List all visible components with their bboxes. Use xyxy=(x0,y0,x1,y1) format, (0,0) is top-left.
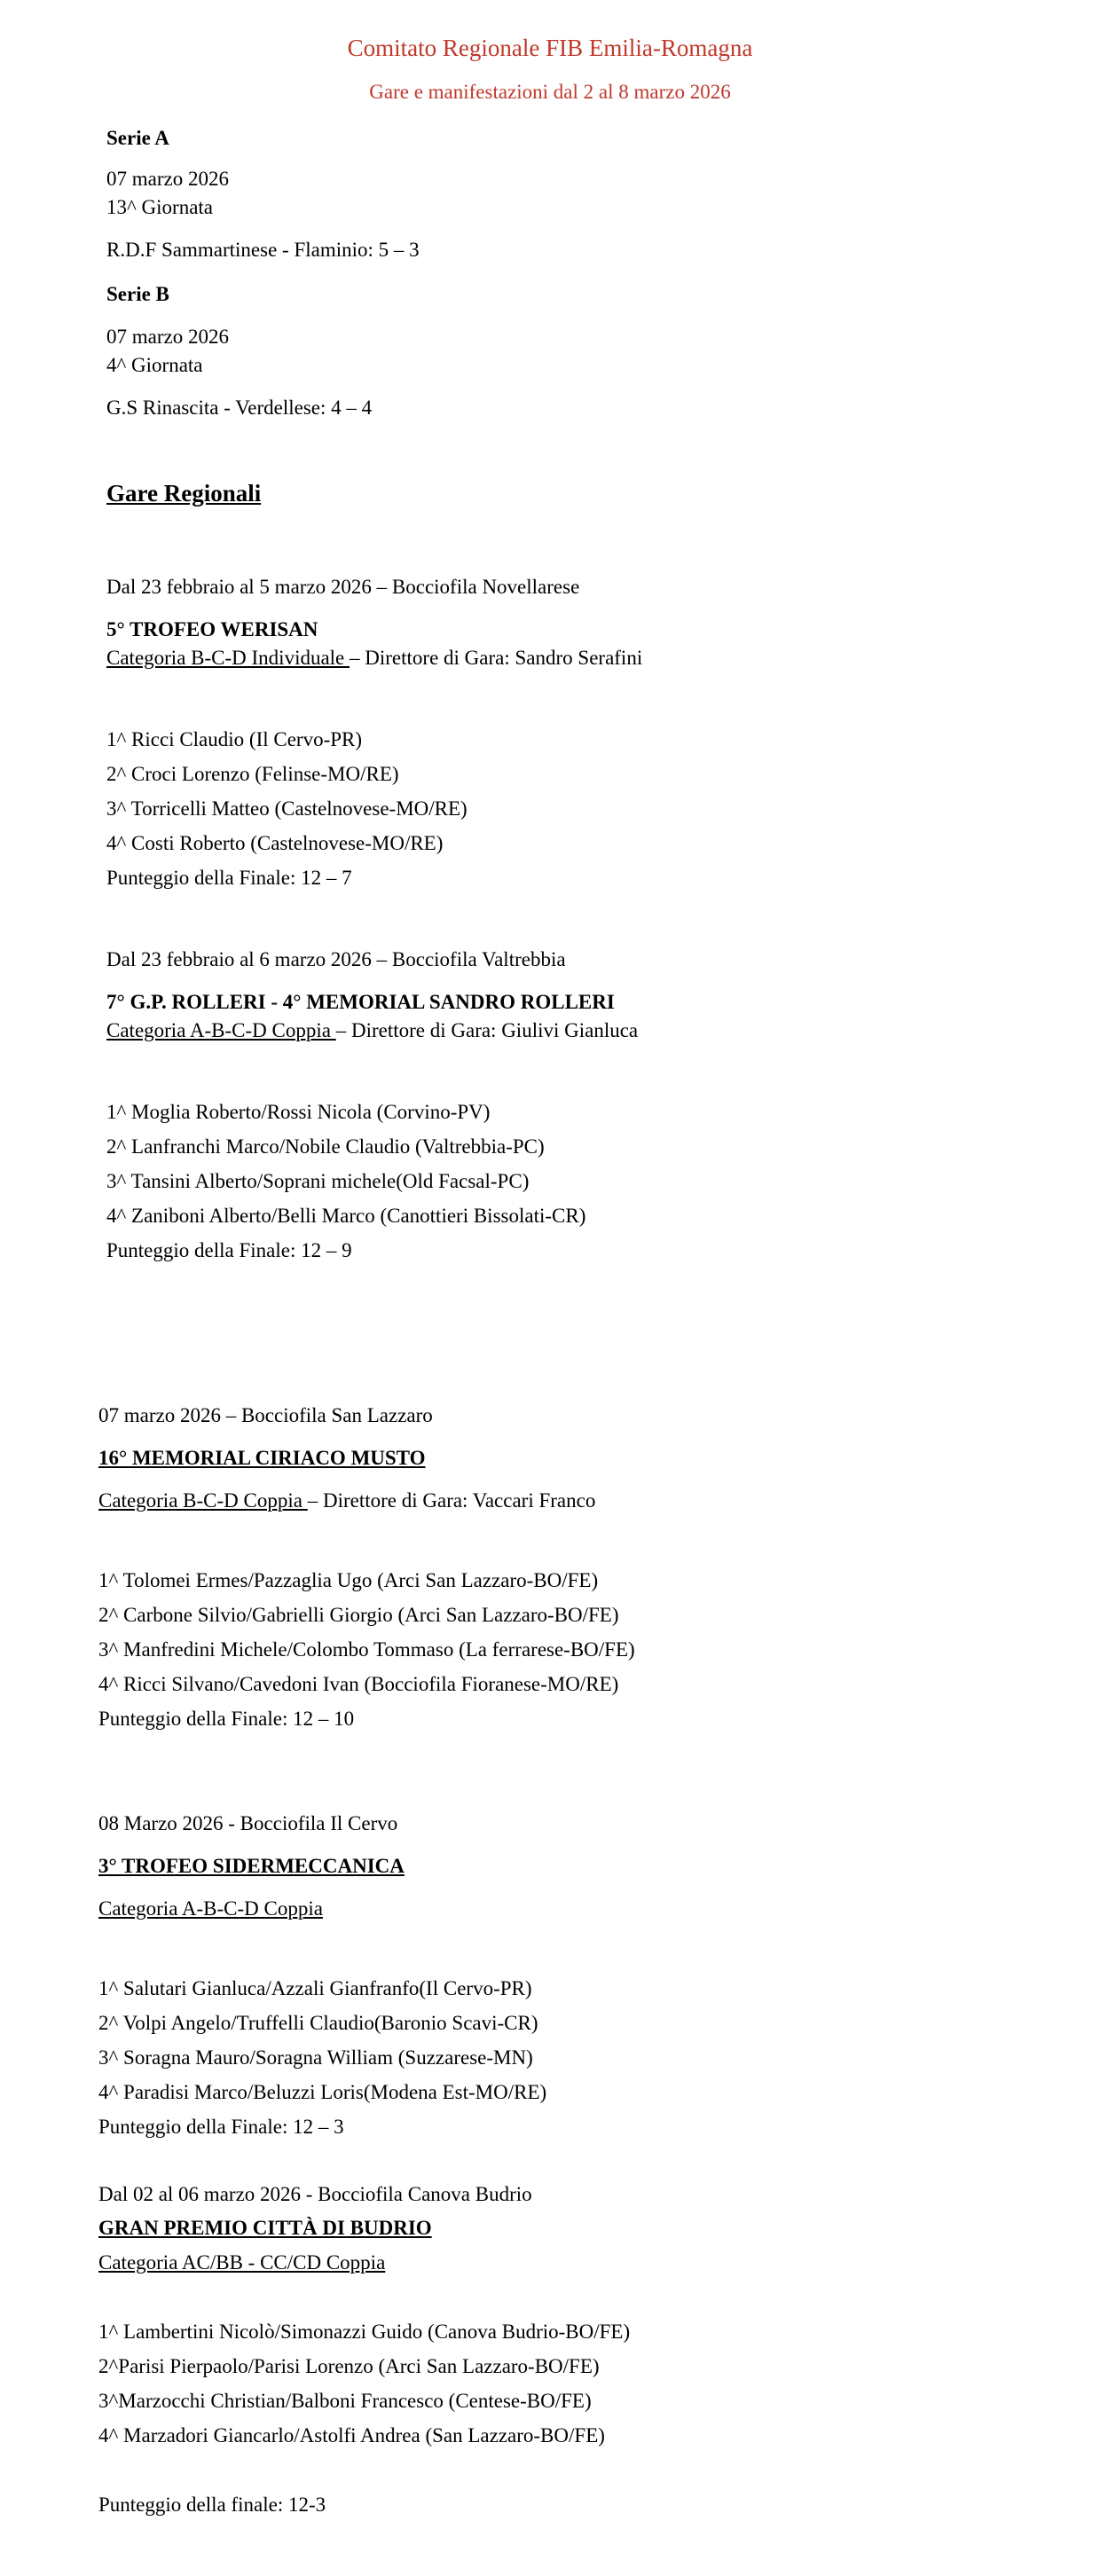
event-director: – Direttore di Gara: Vaccari Franco xyxy=(307,1489,596,1512)
ranking-item: 1^ Lambertini Nicolò/Simonazzi Guido (Canova Budrio-BO/FE) xyxy=(98,2321,631,2343)
ranking-item: 2^ Carbone Silvio/Gabrielli Giorgio (Arci San Lazzaro-BO/FE) xyxy=(98,1604,619,1626)
ranking-item: 4^ Marzadori Giancarlo/Astolfi Andrea (San Lazzaro-BO/FE) xyxy=(98,2424,605,2446)
ranking-item: 3^ Manfredini Michele/Colombo Tommaso (La ferrarese-BO/FE) xyxy=(98,1638,635,1661)
ranking-item: 1^ Moglia Roberto/Rossi Nicola (Corvino-PV) xyxy=(106,1101,491,1123)
final-score: Punteggio della Finale: 12 – 3 xyxy=(98,2116,344,2138)
serie-a-date: 07 marzo 2026 xyxy=(106,168,229,190)
ranking-item: 1^ Tolomei Ermes/Pazzaglia Ugo (Arci San Lazzaro-BO/FE) xyxy=(98,1569,599,1591)
serie-b-result: G.S Rinascita - Verdellese: 4 – 4 xyxy=(106,397,373,419)
event-date-venue: 08 Marzo 2026 - Bocciofila Il Cervo xyxy=(98,1812,398,1834)
ranking-item: 3^ Tansini Alberto/Soprani michele(Old Facsal-PC) xyxy=(106,1170,530,1192)
event-director: – Direttore di Gara: Sandro Serafini xyxy=(350,647,643,669)
final-score: Punteggio della Finale: 12 – 9 xyxy=(106,1239,352,1261)
event-category-line xyxy=(106,646,642,671)
event-title: 7° G.P. ROLLERI - 4° MEMORIAL SANDRO ROLLERI xyxy=(106,991,615,1013)
event-date-venue: Dal 23 febbraio al 6 marzo 2026 – Bocciofila Valtrebbia xyxy=(106,948,566,970)
event-category-line xyxy=(106,1018,638,1043)
ranking-item: 4^ Paradisi Marco/Beluzzi Loris(Modena Est-MO/RE) xyxy=(98,2081,547,2103)
serie-b-date: 07 marzo 2026 xyxy=(106,326,229,348)
event-director: – Direttore di Gara: Giulivi Gianluca xyxy=(335,1019,639,1041)
event-category: Categoria A-B-C-D Coppia xyxy=(106,1019,336,1041)
event-title: 16° MEMORIAL CIRIACO MUSTO xyxy=(98,1447,426,1469)
event-category: Categoria A-B-C-D Coppia xyxy=(98,1897,323,1920)
event-title: 5° TROFEO WERISAN xyxy=(106,618,318,640)
serie-a-result: R.D.F Sammartinese - Flaminio: 5 – 3 xyxy=(106,239,420,261)
ranking-item: 2^ Lanfranchi Marco/Nobile Claudio (Valtrebbia-PC) xyxy=(106,1135,545,1158)
regional-heading: Gare Regionali xyxy=(106,480,262,507)
event-title: 3° TROFEO SIDERMECCANICA xyxy=(98,1855,405,1877)
document-title: Comitato Regionale FIB Emilia-Romagna xyxy=(347,35,753,61)
event-date-venue: Dal 02 al 06 marzo 2026 - Bocciofila Canova Budrio xyxy=(98,2183,532,2205)
final-score: Punteggio della Finale: 12 – 7 xyxy=(106,867,352,889)
event-category: Categoria B-C-D Individuale xyxy=(106,647,350,669)
event-category-line xyxy=(98,1488,595,1513)
ranking-item: 3^Marzocchi Christian/Balboni Francesco (Centese-BO/FE) xyxy=(98,2390,592,2412)
event-category: Categoria AC/BB - CC/CD Coppia xyxy=(98,2251,386,2274)
final-score: Punteggio della finale: 12-3 xyxy=(98,2494,326,2516)
ranking-item: 4^ Zaniboni Alberto/Belli Marco (Canottieri Bissolati-CR) xyxy=(106,1205,586,1227)
final-score: Punteggio della Finale: 12 – 10 xyxy=(98,1708,355,1730)
serie-a-round: 13^ Giornata xyxy=(106,196,214,218)
event-category: Categoria B-C-D Coppia xyxy=(98,1489,308,1512)
ranking-item: 3^ Soragna Mauro/Soragna William (Suzzarese-MN) xyxy=(98,2046,533,2069)
serie-a-heading: Serie A xyxy=(106,127,169,149)
ranking-item: 2^Parisi Pierpaolo/Parisi Lorenzo (Arci San Lazzaro-BO/FE) xyxy=(98,2355,600,2377)
event-date-venue: Dal 23 febbraio al 5 marzo 2026 – Bocciofila Novellarese xyxy=(106,576,580,598)
ranking-item: 1^ Ricci Claudio (Il Cervo-PR) xyxy=(106,728,363,750)
ranking-item: 1^ Salutari Gianluca/Azzali Gianfranfo(Il Cervo-PR) xyxy=(98,1977,532,1999)
serie-b-heading: Serie B xyxy=(106,283,169,305)
ranking-item: 2^ Croci Lorenzo (Felinse-MO/RE) xyxy=(106,763,399,785)
ranking-item: 4^ Costi Roberto (Castelnovese-MO/RE) xyxy=(106,832,444,854)
event-title: GRAN PREMIO CITTÀ DI BUDRIO xyxy=(98,2217,432,2239)
ranking-item: 4^ Ricci Silvano/Cavedoni Ivan (Bocciofila Fioranese-MO/RE) xyxy=(98,1673,619,1695)
serie-b-round: 4^ Giornata xyxy=(106,354,203,376)
document-subtitle: Gare e manifestazioni dal 2 al 8 marzo 2026 xyxy=(369,81,731,103)
event-date-venue: 07 marzo 2026 – Bocciofila San Lazzaro xyxy=(98,1404,433,1426)
ranking-item: 2^ Volpi Angelo/Truffelli Claudio(Baronio Scavi-CR) xyxy=(98,2012,538,2034)
ranking-item: 3^ Torricelli Matteo (Castelnovese-MO/RE) xyxy=(106,797,468,820)
